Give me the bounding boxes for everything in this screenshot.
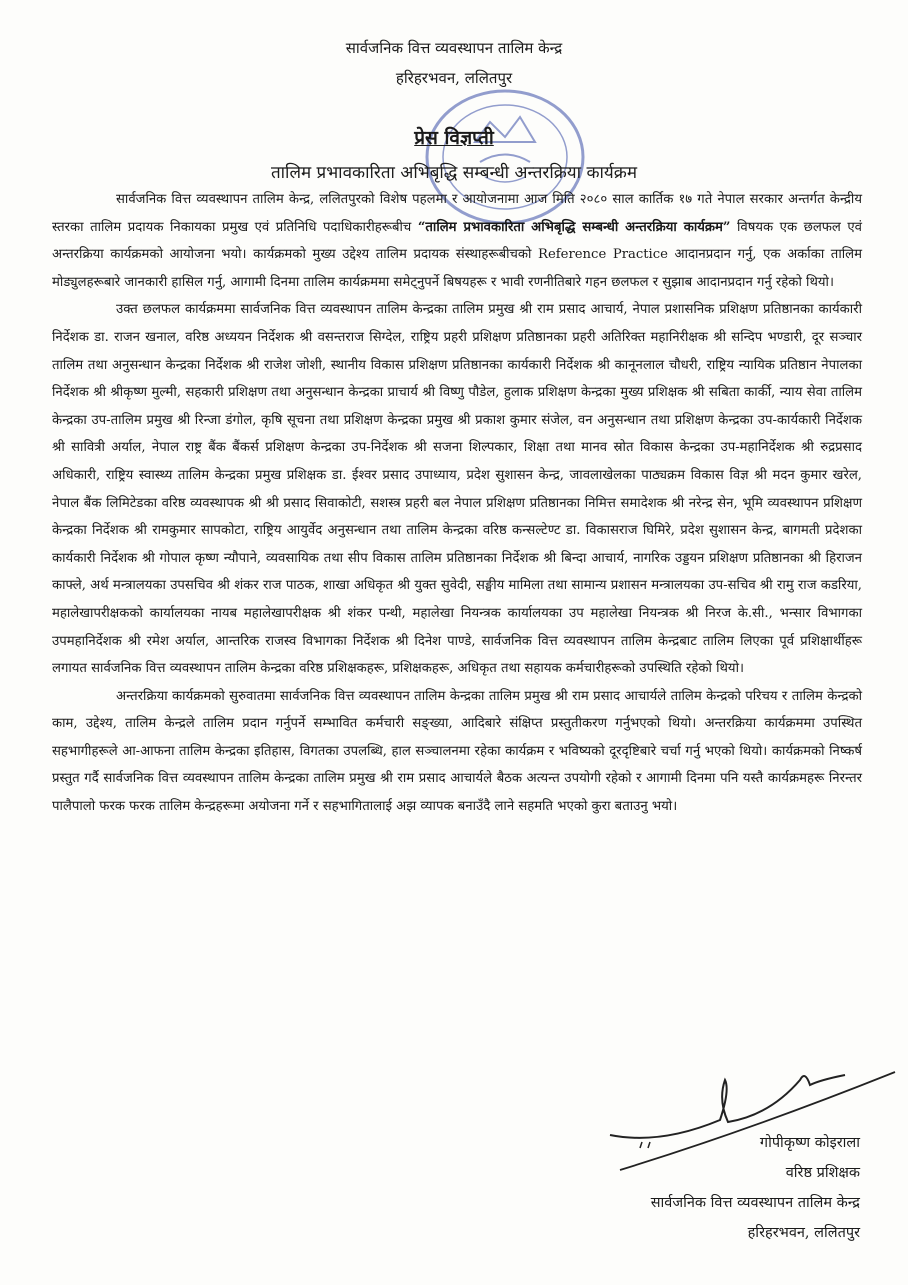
signatory-organization: सार्वजनिक वित्त व्यवस्थापन तालिम केन्द्र <box>650 1195 860 1211</box>
signatory-designation: वरिष्ठ प्रशिक्षक <box>785 1165 860 1181</box>
document-subtitle: तालिम प्रभावकारिता अभिबृद्धि सम्बन्धी अन्तरक्रिया कार्यक्रम <box>270 163 638 183</box>
paragraph-1 <box>52 186 862 296</box>
document-body <box>52 186 862 821</box>
paragraph-2: उक्त छलफल कार्यक्रममा सार्वजनिक वित्त व्यवस्थापन तालिम केन्द्रका तालिम प्रमुख श्री राम प्रसाद आचार्य, नेपाल प्रशासनिक प्रशिक्षण प्रतिष्ठानका कार्यकारी निर्देशक डा. राजन खनाल, वरिष्ठ अध्ययन निर्देशक श्री वसन्तराज सिग्देल, राष्ट्रिय प्रहरी प्रशिक्षण प्रतिष्ठानका प्रहरी अतिरिक्त महानिरीक्षक श्री सन्दिप भण्डारी, दूर सञ्चार तालिम तथा अनुसन्धान केन्द्रका निर्देशक श्री राजेश जोशी, स्थानीय विकास प्रशिक्षण प्रतिष्ठानका कार्यकारी निर्देशक श्री कानूनलाल चौधरी, राष्ट्रिय न्यायिक प्रतिष्ठान नेपालका निर्देशक श्री श्रीकृष्ण मुल्मी, सहकारी प्रशिक्षण तथा अनुसन्धान केन्द्रका प्राचार्य श्री विष्णु पौडेल, हुलाक प्रशिक्षण केन्द्रका मुख्य प्रशिक्षक श्री सबिता कार्की, न्याय सेवा तालिम केन्द्रका उप-तालिम प्रमुख श्री रिन्जा डंगोल, कृषि सूचना तथा प्रशिक्षण केन्द्रका प्रमुख श्री प्रकाश कुमार संजेल, वन अनुसन्धान तथा प्रशिक्षण केन्द्रका उप-कार्यकारी निर्देशक श्री सावित्री अर्याल, नेपाल राष्ट्र बैंक बैंकर्स प्रशिक्षण केन्द्रका उप-निर्देशक श्री सजना शिल्पकार, शिक्षा तथा मानव स्रोत विकास केन्द्रका उप-महानिर्देशक श्री रुद्रप्रसाद अधिकारी, राष्ट्रिय स्वास्थ्य तालिम केन्द्रका प्रमुख प्रशिक्षक डा. ईश्वर प्रसाद उपाध्याय, प्रदेश सुशासन केन्द्र, जावलाखेलका पाठ्यक्रम विकास विज्ञ श्री मदन कुमार खरेल, नेपाल बैंक लिमिटेडका वरिष्ठ व्यवस्थापक श्री श्री प्रसाद सिवाकोटी, सशस्त्र प्रहरी बल नेपाल प्रशिक्षण प्रतिष्ठानका निमित्त समादेशक श्री नरेन्द्र सेन, भूमि व्यवस्थापन प्रशिक्षण केन्द्रका निर्देशक श्री रामकुमार सापकोटा, राष्ट्रिय आयुर्वेद अनुसन्धान तथा तालिम केन्द्रका वरिष्ठ कन्सल्टेण्ट डा. विकासराज घिमिरे, प्रदेश सुशासन केन्द्र, बागमती प्रदेशका कार्यकारी निर्देशक श्री गोपाल कृष्ण न्यौपाने, व्यवसायिक तथा सीप विकास तालिम प्रतिष्ठानका निर्देशक श्री बिन्दा आचार्य, नागरिक उड्डयन प्रशिक्षण प्रतिष्ठानका श्री हिराजन काफ्ले, अर्थ मन्त्रालयका उपसचिव श्री शंकर राज पाठक, शाखा अधिकृत श्री युक्त सुवेदी, सङ्घीय मामिला तथा सामान्य प्रशासन मन्त्रालयका उप-सचिव श्री रामु राज कडरिया, महालेखापरीक्षकको कार्यालयका नायब महालेखापरीक्षक श्री शंकर पन्थी, महालेखा नियन्त्रक कार्यालयका उप महालेखा नियन्त्रक श्री निरज के.सी., भन्सार विभागका उपमहानिर्देशक श्री रमेश अर्याल, आन्तरिक राजस्व विभागका निर्देशक श्री दिनेश पाण्डे, सार्वजनिक वित्त व्यवस्थापन तालिम केन्द्रबाट तालिम लिएका पूर्व प्रशिक्षार्थीहरू लगायत सार्वजनिक वित्त व्यवस्थापन तालिम केन्द्रका वरिष्ठ प्रशिक्षकहरू, प्रशिक्षकहरू, अधिकृत तथा सहायक कर्मचारीहरूको उपस्थिति रहेको थियो। <box>52 302 862 677</box>
paragraph-1-intro: सार्वजनिक वित्त व्यवस्थापन तालिम केन्द्र, ललितपुरको विशेष पहलमा र आयोजनामा आज मिति २०८० साल कार्तिक १७ गते नेपाल सरकार अन्तर्गत केन्द्रीय स्तरका तालिम प्रदायक निकायका प्रमुख एवं प्रतिनिधि पदाधिकारीहरूबीच <box>52 192 862 235</box>
signatory-block <box>651 1128 860 1248</box>
paragraph-1-rest: विषयक एक छलफल एवं अन्तरक्रिया कार्यक्रमको आयोजना भयो। कार्यक्रमको मुख्य उद्देश्य तालिम प्रदायक संस्थाहरूबीचको Reference Practice आदानप्रदान गर्नु, एक अर्काका तालिम मोड्युलहरूबारे जानकारी हासिल गर्नु, आगामी दिनमा तालिम कार्यक्रममा समेट्नुपर्ने बिषयहरू र भावी रणनीतिबारे गहन छलफल र सुझाब आदानप्रदान गर्नु रहेको थियो। <box>52 219 862 290</box>
program-name: “तालिम प्रभावकारिता अभिबृद्धि सम्बन्धी अन्तरक्रिया कार्यक्रम” <box>417 219 731 235</box>
signatory-address: हरिहरभवन, ललितपुर <box>747 1225 860 1241</box>
organization-address: हरिहरभवन, ललितपुर <box>395 69 513 87</box>
signatory-name: गोपीकृष्ण कोइराला <box>759 1135 860 1151</box>
organization-name: सार्वजनिक वित्त व्यवस्थापन तालिम केन्द्र <box>345 39 563 57</box>
paragraph-3: अन्तरक्रिया कार्यक्रमको सुरुवातमा सार्वजनिक वित्त व्यवस्थापन तालिम केन्द्रका तालिम प्रमुख श्री राम प्रसाद आचार्यले तालिम केन्द्रको परिचय र तालिम केन्द्रको काम, उद्देश्य, तालिम केन्द्रले तालिम प्रदान गर्नुपर्ने सम्भावित कर्मचारी सङ्ख्या, आदिबारे संक्षिप्त प्रस्तुतीकरण गर्नुभएको थियो। अन्तरक्रिया कार्यक्रममा उपस्थित सहभागीहरूले आ-आफना तालिम केन्द्रका इतिहास, विगतका उपलब्धि, हाल सञ्चालनमा रहेका कार्यक्रम र भविष्यको दूरदृष्टिबारे चर्चा गर्नु भएको थियो। कार्यक्रमको निष्कर्ष प्रस्तुत गर्दै सार्वजनिक वित्त व्यवस्थापन तालिम केन्द्रका तालिम प्रमुख श्री राम प्रसाद आचार्यले बैठक अत्यन्त उपयोगी रहेको र आगामी दिनमा पनि यस्तै कार्यक्रमहरू निरन्तर पालैपालो फरक फरक तालिम केन्द्रहरूमा अयोजना गर्ने र सहभागितालाई अझ व्यापक बनाउँदै लाने सहमति भएको कुरा बताउनु भयो। <box>52 688 862 815</box>
document-title: प्रेस विज्ञप्ती <box>414 127 494 149</box>
